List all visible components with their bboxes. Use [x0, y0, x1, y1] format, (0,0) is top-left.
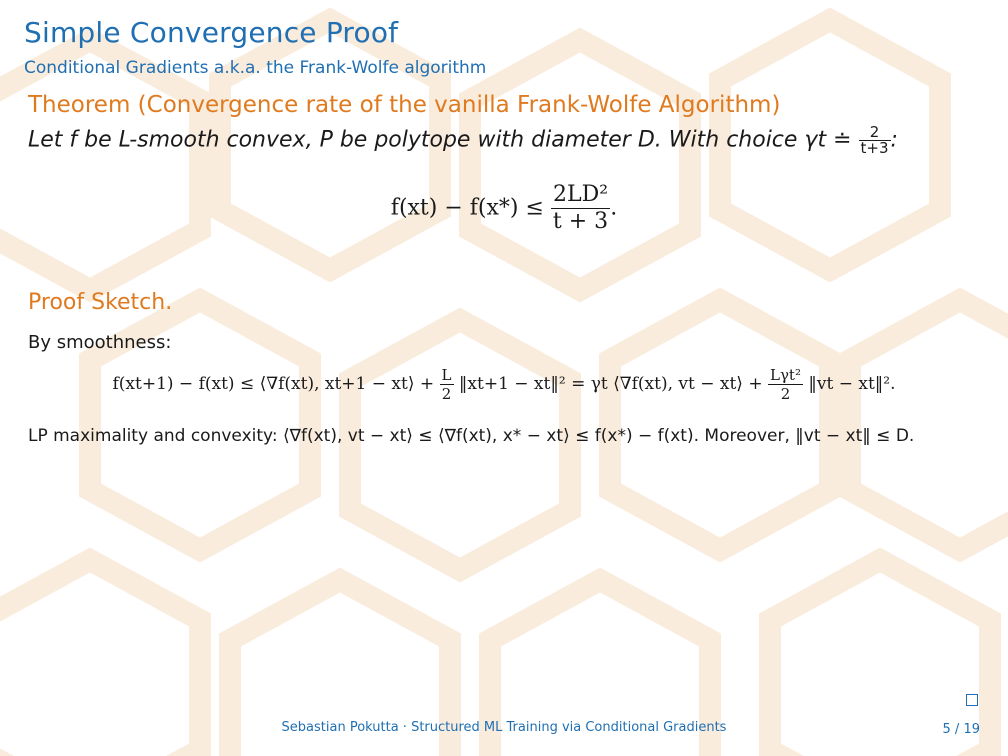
main-bound-equation: [0, 182, 1008, 235]
proof-heading: Proof Sketch.: [28, 290, 173, 315]
smoothness-part3: ‖vt − xt‖².: [808, 374, 896, 394]
smoothness-frac2-den: 2: [780, 385, 791, 403]
step-rule-den: t+3: [860, 139, 889, 157]
smoothness-frac2: [768, 366, 803, 403]
slide-title: Simple Convergence Proof: [24, 16, 399, 49]
nav-square-icon[interactable]: [966, 694, 978, 706]
smoothness-equation: [0, 366, 1008, 403]
theorem-text: Let f be L-smooth convex, P be polytope with diameter D. With choice γt ≐: [28, 127, 852, 153]
main-bound-end: .: [610, 195, 618, 221]
smoothness-intro: By smoothness:: [28, 332, 172, 353]
main-bound-fraction: [551, 182, 610, 235]
slide-subtitle: Conditional Gradients a.k.a. the Frank-Wolfe algorithm: [24, 58, 487, 78]
theorem-statement: [28, 125, 898, 156]
smoothness-frac2-num: Lγt²: [770, 366, 801, 384]
smoothness-part1: f(xt+1) − f(xt) ≤ ⟨∇f(xt), xt+1 − xt⟩ +: [112, 374, 435, 394]
lp-maximality-line: LP maximality and convexity: ⟨∇f(xt), vt − xt⟩ ≤ ⟨∇f(xt), x* − xt⟩ ≤ f(x*) − f(xt). Moreover, ‖vt − xt‖ ≤ D.: [28, 426, 915, 446]
step-rule-fraction: [859, 125, 891, 156]
smoothness-frac1: [440, 366, 454, 403]
smoothness-part2: ‖xt+1 − xt‖² = γt ⟨∇f(xt), vt − xt⟩ +: [458, 374, 763, 394]
footer-text: Sebastian Pokutta · Structured ML Training via Conditional Gradients: [281, 720, 727, 735]
smoothness-frac1-den: 2: [441, 385, 452, 403]
page-number: 5 / 19: [942, 722, 980, 737]
main-bound-den: t + 3: [552, 209, 609, 234]
step-rule-num: 2: [859, 125, 891, 141]
step-rule-end: :: [890, 127, 898, 153]
main-bound-lhs: f(xt) − f(x*) ≤: [390, 195, 544, 221]
smoothness-frac1-num: L: [441, 366, 452, 384]
theorem-heading: Theorem (Convergence rate of the vanilla Frank-Wolfe Algorithm): [28, 92, 781, 118]
main-bound-num: 2LD²: [551, 182, 610, 209]
